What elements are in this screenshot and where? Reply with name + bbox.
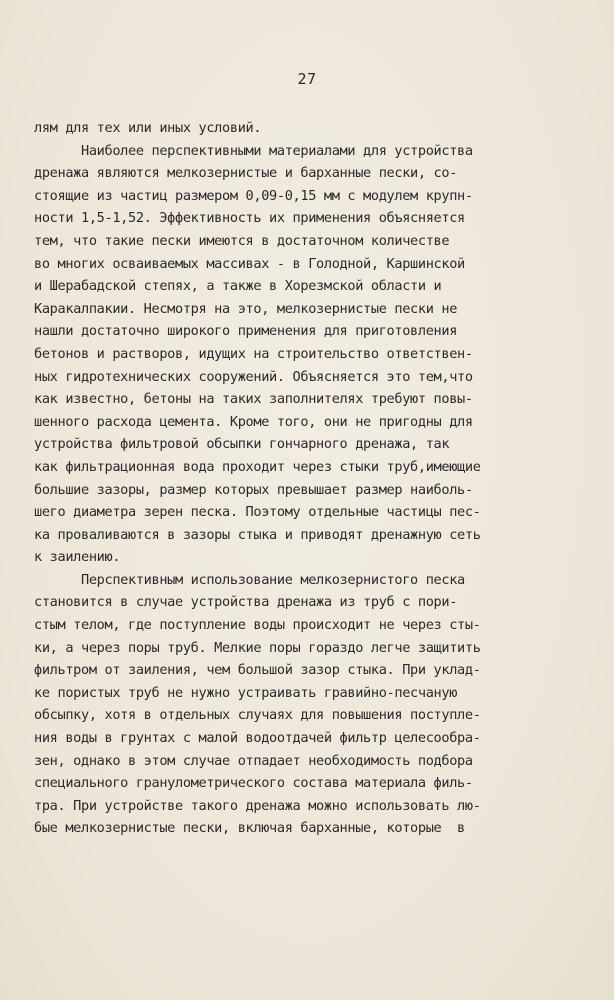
text-line: Наиболее перспективными материалами для устройства bbox=[34, 142, 473, 159]
text-line: дренажа являются мелкозернистые и барханные пески, со- bbox=[34, 165, 458, 182]
text-line: шего диаметра зерен песка. Поэтому отдельные частицы пес- bbox=[34, 504, 481, 521]
text-line: стым телом, где поступление воды происходит не через сты- bbox=[34, 617, 481, 634]
text-line: бые мелкозернистые пески, включая барханные, которые в bbox=[34, 820, 465, 837]
text-line: устройства фильтровой обсыпки гончарного дренажа, так bbox=[34, 436, 450, 453]
text-line: ке пористых труб не нужно устраивать гравийно-песчаную bbox=[34, 684, 458, 701]
text-line: как известно, бетоны на таких заполнителях требуют повы- bbox=[34, 391, 473, 408]
text-line: к заилению. bbox=[34, 549, 121, 566]
text-line: фильтром от заиления, чем большой зазор стыка. При уклад- bbox=[34, 662, 481, 679]
text-line: во многих осваиваемых массивах - в Голодной, Каршинской bbox=[34, 255, 465, 272]
text-line: большие зазоры, размер которых превышает размер наиболь- bbox=[34, 481, 473, 498]
text-line: становится в случае устройства дренажа из труб с пори- bbox=[34, 594, 458, 611]
text-line: как фильтрационная вода проходит через стыки труб,имеющие bbox=[34, 458, 481, 475]
body-text bbox=[34, 117, 594, 840]
text-line: бетонов и растворов, идущих на строительство ответствен- bbox=[34, 345, 473, 362]
text-line: тра. При устройстве такого дренажа можно использовать лю- bbox=[34, 797, 481, 814]
text-line: Перспективным использование мелкозернистого песка bbox=[34, 571, 465, 588]
text-line: нашли достаточно широкого применения для приготовления bbox=[34, 323, 458, 340]
text-line: ки, а через поры труб. Мелкие поры гораздо легче защитить bbox=[34, 639, 481, 656]
text-line: специального гранулометрического состава материала филь- bbox=[34, 775, 473, 792]
text-line: стоящие из частиц размером 0,09-0,15 мм с модулем крупн- bbox=[34, 187, 473, 204]
text-line: обсыпку, хотя в отдельных случаях для повышения поступле- bbox=[34, 707, 481, 724]
text-line: лям для тех или иных условий. bbox=[34, 120, 262, 136]
text-line: и Шерабадской степях, а также в Хорезмской области и bbox=[34, 278, 442, 295]
text-line: ка проваливаются в зазоры стыка и приводят дренажную сеть bbox=[34, 526, 481, 543]
page-number: 27 bbox=[297, 70, 317, 88]
text-line: тем, что такие пески имеются в достаточном количестве bbox=[34, 232, 450, 249]
text-line: ных гидротехнических сооружений. Объясняется это тем,что bbox=[34, 368, 473, 385]
text-line: Каракалпакии. Несмотря на это, мелкозернистые пески не bbox=[34, 300, 458, 317]
text-line: шенного расхода цемента. Кроме того, они не пригодны для bbox=[34, 413, 473, 430]
text-line: ния воды в грунтах с малой водоотдачей фильтр целесообра- bbox=[34, 730, 481, 747]
text-line: ности 1,5-1,52. Эффективность их применения объясняется bbox=[34, 210, 465, 227]
text-line: зен, однако в этом случае отпадает необходимость подбора bbox=[34, 752, 473, 769]
